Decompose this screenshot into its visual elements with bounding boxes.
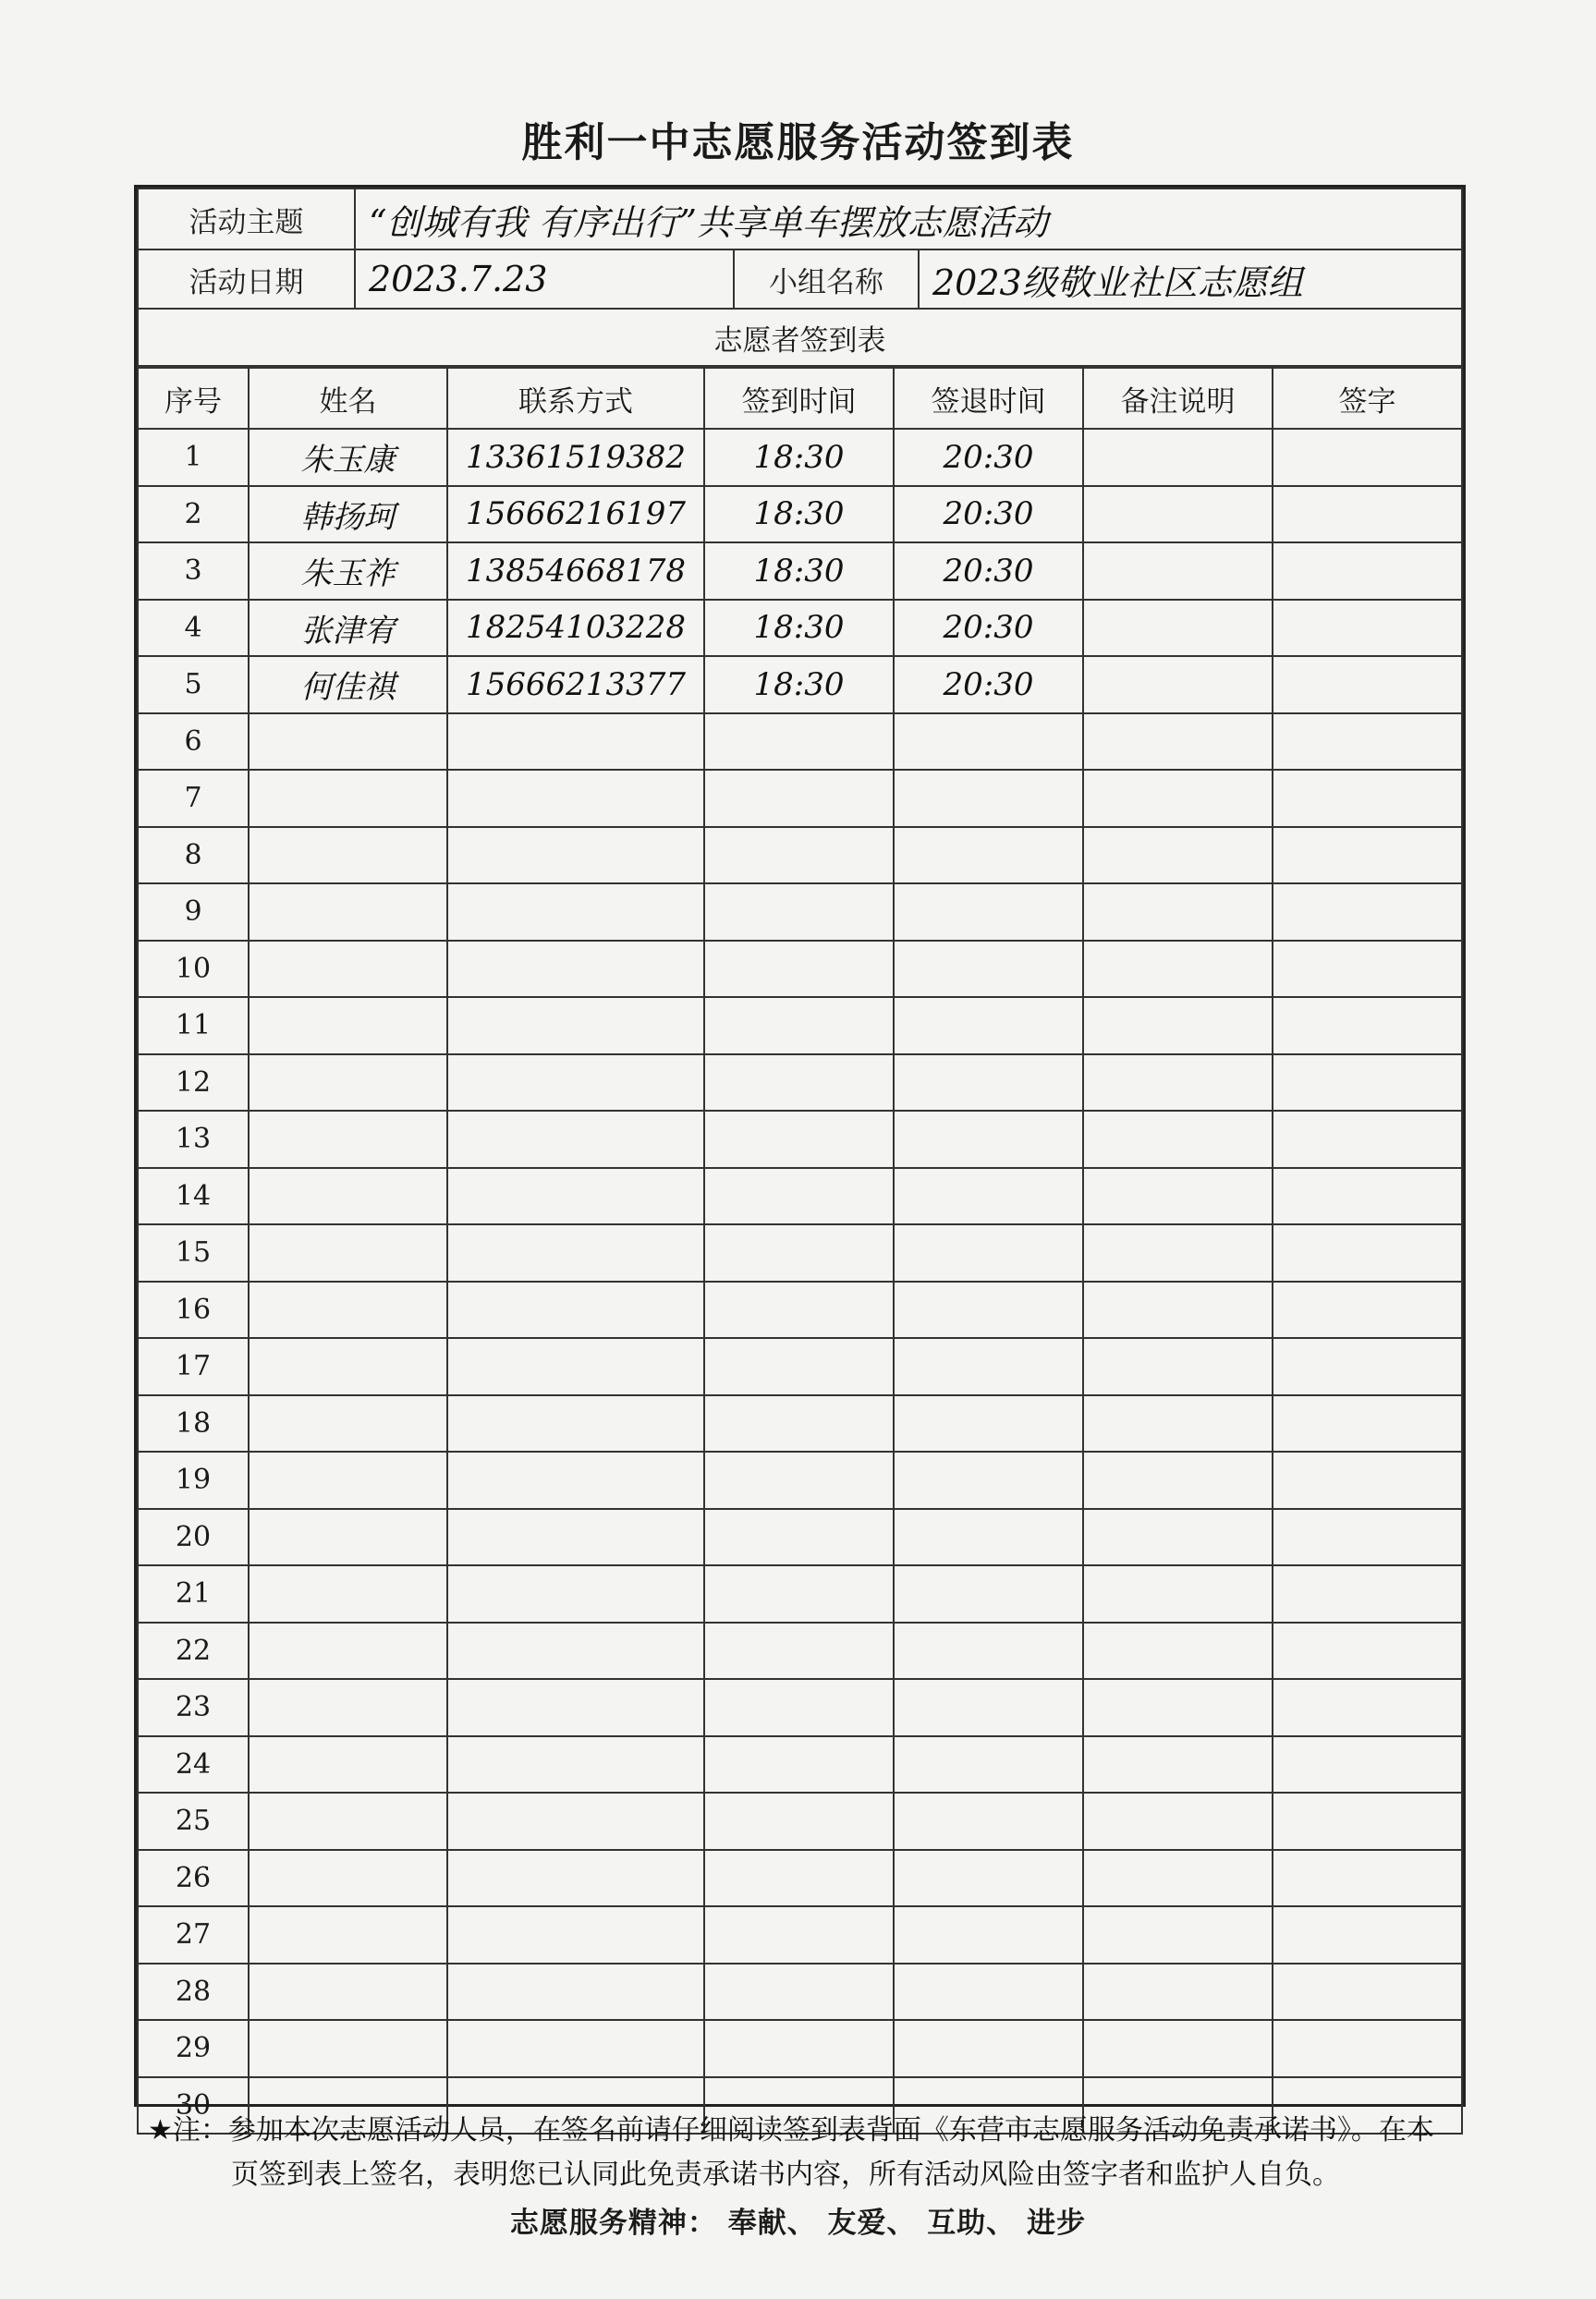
remark-cell xyxy=(1083,656,1273,713)
table-row xyxy=(138,883,1462,941)
name-cell xyxy=(249,770,447,827)
row-number: 8 xyxy=(138,827,249,884)
checkin-cell xyxy=(704,1565,894,1623)
checkin-cell xyxy=(704,997,894,1054)
checkout-cell xyxy=(894,1906,1083,1964)
sign-cell xyxy=(1273,1793,1462,1850)
phone-cell xyxy=(447,1736,704,1794)
remark-cell xyxy=(1083,941,1273,998)
remark-cell xyxy=(1083,1224,1273,1282)
row-number: 16 xyxy=(138,1282,249,1339)
row-number: 28 xyxy=(138,1964,249,2021)
row-number: 25 xyxy=(138,1793,249,1850)
table-row xyxy=(138,1565,1462,1623)
checkout-cell xyxy=(894,1395,1083,1453)
remark-cell xyxy=(1083,1111,1273,1168)
checkin-cell xyxy=(704,1906,894,1964)
name-cell: 张津宥 xyxy=(249,600,447,657)
name-cell xyxy=(249,2020,447,2077)
row-number: 15 xyxy=(138,1224,249,1282)
header-no: 序号 xyxy=(138,368,249,429)
checkin-cell xyxy=(704,713,894,771)
name-cell xyxy=(249,1054,447,1112)
checkin-cell xyxy=(704,1168,894,1225)
name-cell xyxy=(249,1224,447,1282)
remark-cell xyxy=(1083,1679,1273,1736)
remark-cell xyxy=(1083,486,1273,543)
row-number: 1 xyxy=(138,429,249,486)
checkout-cell xyxy=(894,1623,1083,1680)
row-number: 29 xyxy=(138,2020,249,2077)
sign-cell xyxy=(1273,827,1462,884)
remark-cell xyxy=(1083,600,1273,657)
table-row xyxy=(138,1282,1462,1339)
phone-cell xyxy=(447,1964,704,2021)
theme-label: 活动主题 xyxy=(138,189,355,249)
phone-cell xyxy=(447,1509,704,1566)
checkin-cell xyxy=(704,2020,894,2077)
checkout-cell xyxy=(894,770,1083,827)
checkin-cell xyxy=(704,1623,894,1680)
table-row xyxy=(138,542,1462,600)
checkout-cell xyxy=(894,1282,1083,1339)
checkout-cell xyxy=(894,1565,1083,1623)
checkout-cell xyxy=(894,827,1083,884)
table-row xyxy=(138,941,1462,998)
checkout-cell xyxy=(894,1452,1083,1509)
checkin-cell xyxy=(704,1111,894,1168)
row-number: 18 xyxy=(138,1395,249,1453)
sign-cell xyxy=(1273,1565,1462,1623)
checkout-cell xyxy=(894,1736,1083,1794)
table-row xyxy=(138,1111,1462,1168)
phone-cell xyxy=(447,1338,704,1395)
name-cell xyxy=(249,1111,447,1168)
sign-cell xyxy=(1273,1850,1462,1907)
sign-cell xyxy=(1273,1964,1462,2021)
row-number: 23 xyxy=(138,1679,249,1736)
remark-cell xyxy=(1083,1623,1273,1680)
name-cell xyxy=(249,1906,447,1964)
row-number: 4 xyxy=(138,600,249,657)
sign-cell xyxy=(1273,883,1462,941)
table-row xyxy=(138,713,1462,771)
name-cell xyxy=(249,1679,447,1736)
checkin-cell xyxy=(704,1054,894,1112)
note-line-2: 页签到表上签名，表明您已认同此免责承诺书内容，所有活动风险由签字者和监护人自负。 xyxy=(231,2159,1340,2191)
checkin-cell xyxy=(704,1679,894,1736)
remark-cell xyxy=(1083,1452,1273,1509)
checkout-cell xyxy=(894,941,1083,998)
checkout-cell: 20:30 xyxy=(894,486,1083,543)
phone-cell xyxy=(447,1282,704,1339)
phone-cell xyxy=(447,1850,704,1907)
sign-cell xyxy=(1273,1338,1462,1395)
name-cell xyxy=(249,1395,447,1453)
remark-cell xyxy=(1083,713,1273,771)
row-number: 22 xyxy=(138,1623,249,1680)
name-cell xyxy=(249,1168,447,1225)
phone-cell xyxy=(447,1395,704,1453)
name-cell xyxy=(249,941,447,998)
name-cell: 朱玉祚 xyxy=(249,542,447,600)
phone-cell xyxy=(447,1565,704,1623)
checkin-cell xyxy=(704,1793,894,1850)
checkout-cell: 20:30 xyxy=(894,542,1083,600)
checkout-cell xyxy=(894,713,1083,771)
remark-cell xyxy=(1083,2020,1273,2077)
remark-cell xyxy=(1083,827,1273,884)
sign-cell xyxy=(1273,1395,1462,1453)
remark-cell xyxy=(1083,1906,1273,1964)
checkout-cell xyxy=(894,2020,1083,2077)
table-row xyxy=(138,486,1462,543)
checkin-cell xyxy=(704,827,894,884)
sign-cell xyxy=(1273,713,1462,771)
sign-cell xyxy=(1273,1168,1462,1225)
name-cell xyxy=(249,1565,447,1623)
sign-cell xyxy=(1273,1509,1462,1566)
checkout-cell: 20:30 xyxy=(894,600,1083,657)
row-number: 21 xyxy=(138,1565,249,1623)
name-cell xyxy=(249,1452,447,1509)
checkin-cell xyxy=(704,1224,894,1282)
table-row xyxy=(138,1850,1462,1907)
checkin-cell: 18:30 xyxy=(704,486,894,543)
checkout-cell xyxy=(894,1111,1083,1168)
page-title: 胜利一中志愿服务活动签到表 xyxy=(521,119,1075,166)
table-row xyxy=(138,827,1462,884)
remark-cell xyxy=(1083,1509,1273,1566)
table-header-row xyxy=(138,368,1462,429)
checkin-cell xyxy=(704,941,894,998)
sign-cell xyxy=(1273,600,1462,657)
table-row xyxy=(138,997,1462,1054)
checkout-cell xyxy=(894,1679,1083,1736)
sign-cell xyxy=(1273,997,1462,1054)
sign-cell xyxy=(1273,429,1462,486)
row-number: 3 xyxy=(138,542,249,600)
checkin-cell xyxy=(704,1964,894,2021)
remark-cell xyxy=(1083,1054,1273,1112)
table-row xyxy=(138,2020,1462,2077)
row-number: 2 xyxy=(138,486,249,543)
phone-cell xyxy=(447,713,704,771)
sign-cell xyxy=(1273,486,1462,543)
sign-cell xyxy=(1273,1906,1462,1964)
group-value: 2023级敬业社区志愿组 xyxy=(919,249,1462,309)
remark-cell xyxy=(1083,1565,1273,1623)
checkout-cell xyxy=(894,1964,1083,2021)
sign-cell xyxy=(1273,941,1462,998)
checkin-cell: 18:30 xyxy=(704,429,894,486)
checkout-cell xyxy=(894,1224,1083,1282)
checkin-cell xyxy=(704,1850,894,1907)
name-cell xyxy=(249,1850,447,1907)
table-row xyxy=(138,1338,1462,1395)
name-cell xyxy=(249,827,447,884)
remark-cell xyxy=(1083,1850,1273,1907)
name-cell: 朱玉康 xyxy=(249,429,447,486)
header-remark: 备注说明 xyxy=(1083,368,1273,429)
checkin-cell xyxy=(704,1736,894,1794)
table-row xyxy=(138,770,1462,827)
row-number: 13 xyxy=(138,1111,249,1168)
table-row xyxy=(138,1906,1462,1964)
name-cell xyxy=(249,1338,447,1395)
header-checkin: 签到时间 xyxy=(704,368,894,429)
sign-cell xyxy=(1273,542,1462,600)
volunteer-table xyxy=(137,367,1463,2135)
row-number: 11 xyxy=(138,997,249,1054)
sign-in-sheet xyxy=(134,185,1466,2122)
checkin-cell: 18:30 xyxy=(704,600,894,657)
section-title: 志愿者签到表 xyxy=(138,309,1462,366)
table-row xyxy=(138,1793,1462,1850)
phone-cell xyxy=(447,1623,704,1680)
name-cell xyxy=(249,1282,447,1339)
row-number: 9 xyxy=(138,883,249,941)
checkout-cell xyxy=(894,1509,1083,1566)
header-checkout: 签退时间 xyxy=(894,368,1083,429)
phone-cell xyxy=(447,941,704,998)
date-label: 活动日期 xyxy=(138,249,355,309)
checkin-cell xyxy=(704,1338,894,1395)
row-number: 20 xyxy=(138,1509,249,1566)
name-cell xyxy=(249,1736,447,1794)
phone-cell xyxy=(447,770,704,827)
header-phone: 联系方式 xyxy=(447,368,704,429)
remark-cell xyxy=(1083,1168,1273,1225)
phone-cell: 18254103228 xyxy=(447,600,704,657)
row-number: 26 xyxy=(138,1850,249,1907)
row-number: 14 xyxy=(138,1168,249,1225)
checkin-cell: 18:30 xyxy=(704,656,894,713)
row-number: 10 xyxy=(138,941,249,998)
table-row xyxy=(138,1395,1462,1453)
note-line-1: ★注：参加本次志愿活动人员，在签名前请仔细阅读签到表背面《东营市志愿服务活动免责承诺书》。在本 xyxy=(148,2114,1434,2147)
checkout-cell: 20:30 xyxy=(894,429,1083,486)
phone-cell xyxy=(447,2020,704,2077)
checkin-cell xyxy=(704,1452,894,1509)
row-number: 17 xyxy=(138,1338,249,1395)
table-row xyxy=(138,429,1462,486)
checkin-cell xyxy=(704,1509,894,1566)
row-number: 27 xyxy=(138,1906,249,1964)
sign-cell xyxy=(1273,1452,1462,1509)
phone-cell xyxy=(447,883,704,941)
theme-value: “创城有我 有序出行”共享单车摆放志愿活动 xyxy=(355,189,1462,249)
row-number: 12 xyxy=(138,1054,249,1112)
remark-cell xyxy=(1083,542,1273,600)
table-row xyxy=(138,1168,1462,1225)
checkout-cell xyxy=(894,1338,1083,1395)
table-row xyxy=(138,1452,1462,1509)
sign-cell xyxy=(1273,1623,1462,1680)
checkout-cell: 20:30 xyxy=(894,656,1083,713)
name-cell xyxy=(249,883,447,941)
remark-cell xyxy=(1083,1282,1273,1339)
name-cell xyxy=(249,1964,447,2021)
phone-cell xyxy=(447,1168,704,1225)
row-number: 7 xyxy=(138,770,249,827)
table-row xyxy=(138,1679,1462,1736)
checkout-cell xyxy=(894,1054,1083,1112)
phone-cell: 15666213377 xyxy=(447,656,704,713)
phone-cell xyxy=(447,1224,704,1282)
remark-cell xyxy=(1083,1736,1273,1794)
remark-cell xyxy=(1083,429,1273,486)
checkin-cell: 18:30 xyxy=(704,542,894,600)
footer-note xyxy=(148,2109,1460,2197)
phone-cell xyxy=(447,1679,704,1736)
table-row xyxy=(138,1224,1462,1282)
phone-cell xyxy=(447,997,704,1054)
remark-cell xyxy=(1083,1338,1273,1395)
name-cell: 韩扬珂 xyxy=(249,486,447,543)
sign-cell xyxy=(1273,1679,1462,1736)
checkout-cell xyxy=(894,997,1083,1054)
info-table xyxy=(137,188,1463,367)
phone-cell: 13854668178 xyxy=(447,542,704,600)
table-row xyxy=(138,600,1462,657)
table-row xyxy=(138,1509,1462,1566)
phone-cell xyxy=(447,827,704,884)
phone-cell xyxy=(447,1906,704,1964)
sign-cell xyxy=(1273,770,1462,827)
phone-cell xyxy=(447,1054,704,1112)
phone-cell xyxy=(447,1452,704,1509)
remark-cell xyxy=(1083,883,1273,941)
phone-cell xyxy=(447,1793,704,1850)
header-name: 姓名 xyxy=(249,368,447,429)
name-cell xyxy=(249,1509,447,1566)
remark-cell xyxy=(1083,1964,1273,2021)
phone-cell: 13361519382 xyxy=(447,429,704,486)
sign-cell xyxy=(1273,1736,1462,1794)
volunteer-spirit: 志愿服务精神： 奉献、 友爱、 互助、 进步 xyxy=(509,2207,1087,2240)
row-number: 30 xyxy=(138,2077,249,2135)
checkout-cell xyxy=(894,1168,1083,1225)
row-number: 19 xyxy=(138,1452,249,1509)
name-cell xyxy=(249,1623,447,1680)
name-cell: 何佳祺 xyxy=(249,656,447,713)
name-cell xyxy=(249,713,447,771)
checkin-cell xyxy=(704,883,894,941)
sign-cell xyxy=(1273,1054,1462,1112)
remark-cell xyxy=(1083,997,1273,1054)
row-number: 5 xyxy=(138,656,249,713)
date-value: 2023.7.23 xyxy=(355,249,734,309)
group-label: 小组名称 xyxy=(734,249,919,309)
phone-cell: 15666216197 xyxy=(447,486,704,543)
row-number: 24 xyxy=(138,1736,249,1794)
checkin-cell xyxy=(704,1395,894,1453)
table-row xyxy=(138,1964,1462,2021)
table-row xyxy=(138,1623,1462,1680)
remark-cell xyxy=(1083,770,1273,827)
remark-cell xyxy=(1083,1395,1273,1453)
checkout-cell xyxy=(894,883,1083,941)
table-row xyxy=(138,656,1462,713)
remark-cell xyxy=(1083,1793,1273,1850)
sign-cell xyxy=(1273,1111,1462,1168)
phone-cell xyxy=(447,1111,704,1168)
checkout-cell xyxy=(894,1793,1083,1850)
name-cell xyxy=(249,1793,447,1850)
checkin-cell xyxy=(704,1282,894,1339)
sign-cell xyxy=(1273,1282,1462,1339)
row-number: 6 xyxy=(138,713,249,771)
header-sign: 签字 xyxy=(1273,368,1462,429)
table-row xyxy=(138,1054,1462,1112)
checkin-cell xyxy=(704,770,894,827)
checkout-cell xyxy=(894,1850,1083,1907)
name-cell xyxy=(249,997,447,1054)
sign-cell xyxy=(1273,656,1462,713)
sign-cell xyxy=(1273,2020,1462,2077)
table-row xyxy=(138,1736,1462,1794)
sign-cell xyxy=(1273,1224,1462,1282)
